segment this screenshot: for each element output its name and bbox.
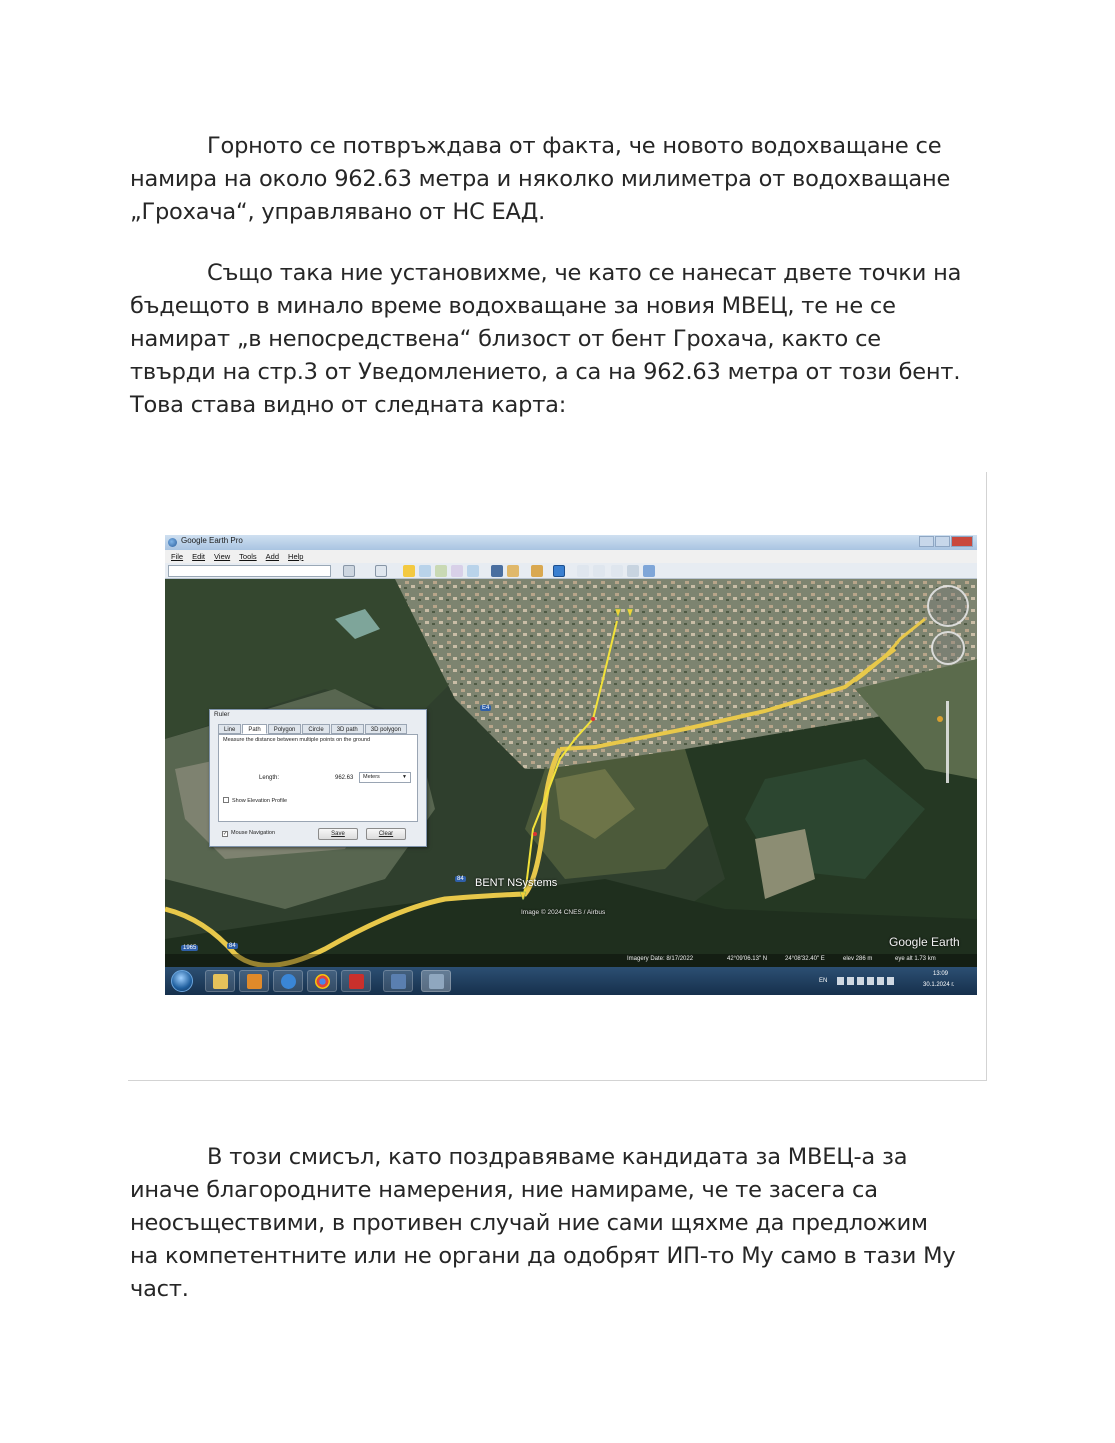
menu-view: View xyxy=(214,552,231,561)
road-badge: 84 xyxy=(457,876,464,882)
email-icon xyxy=(577,565,589,577)
path-tool-icon xyxy=(435,565,447,577)
menu-edit: Edit xyxy=(192,552,206,561)
taskbar-item xyxy=(205,970,235,992)
paragraph-2 xyxy=(130,257,990,422)
taskbar-item xyxy=(239,970,269,992)
road-badge: 1965 xyxy=(183,945,197,951)
placemark-label: BENT NSystems xyxy=(475,877,558,889)
taskbar-item xyxy=(307,970,337,992)
taskbar xyxy=(165,967,977,995)
clock-time: 13:09 xyxy=(933,971,949,977)
maps-view-icon xyxy=(627,565,639,577)
taskbar-item xyxy=(383,970,413,992)
length-value: 962.63 xyxy=(335,775,354,781)
zoom-slider xyxy=(946,701,949,783)
polygon-tool-icon xyxy=(419,565,431,577)
taskbar-item xyxy=(421,970,451,992)
imagery-date: Imagery Date: 8/17/2022 xyxy=(627,956,694,962)
mouse-navigation-checkbox xyxy=(222,830,275,837)
checkbox-icon xyxy=(223,797,229,803)
taskbar-item xyxy=(273,970,303,992)
image-credit: Image © 2024 CNES / Airbus xyxy=(521,909,606,916)
clock-date: 30.1.2024 г. xyxy=(923,982,955,988)
chrome-icon xyxy=(315,974,330,989)
ruler-description: Measure the distance between multiple points on the ground xyxy=(223,737,371,743)
taskbar-item xyxy=(341,970,371,992)
map-screenshot xyxy=(165,535,977,995)
paragraph-line: бъдещото в минало време водохващане за новия МВЕЦ, те не се xyxy=(130,293,896,319)
menu-tools: Tools xyxy=(239,552,257,561)
tab-circle: Circle xyxy=(302,724,329,734)
paragraph-line: Горното се потвръждава от факта, че новото водохващане се xyxy=(207,133,942,159)
paragraph-line: намира на около 962.63 метра и няколко милиметра от водохващане xyxy=(130,166,951,192)
pdf-reader-icon xyxy=(349,974,364,989)
google-earth-icon xyxy=(168,538,177,547)
search-input xyxy=(168,565,331,577)
ruler-icon xyxy=(553,565,565,577)
ruler-tabs xyxy=(218,724,407,734)
paragraph-1 xyxy=(130,130,990,229)
elevation: elev 286 m xyxy=(843,956,873,962)
unit-value: Meters xyxy=(363,774,380,780)
checkmark-icon: ✓ xyxy=(223,831,228,837)
google-earth-taskbar-icon xyxy=(429,974,444,989)
ruler-dialog xyxy=(209,709,427,847)
longitude: 24°08'32.40" E xyxy=(785,956,825,962)
window-title: Google Earth Pro xyxy=(181,536,243,545)
elevation-profile-label: Show Elevation Profile xyxy=(232,798,288,804)
paragraph-line: иначе благородните намерения, ние намираме, че те засега са xyxy=(130,1177,878,1203)
print-icon xyxy=(593,565,605,577)
paragraph-line: Това става видно от следната карта: xyxy=(130,392,567,418)
chevron-down-icon: ▼ xyxy=(402,774,407,780)
paragraph-line: на компетентните или не органи да одобрят ИП-то Му само в тази Му xyxy=(130,1243,956,1269)
satellite-map xyxy=(165,579,977,967)
mouse-navigation-label: Mouse Navigation xyxy=(231,830,276,836)
paragraph-line: Също така ние установихме, че като се нанесат двете точки на xyxy=(207,260,962,286)
length-label: Length: xyxy=(259,775,280,781)
toolbar xyxy=(165,563,977,579)
clear-button: Clear xyxy=(366,828,406,840)
sunlight-icon xyxy=(507,565,519,577)
planets-icon xyxy=(531,565,543,577)
overlay-tool-icon xyxy=(451,565,463,577)
placemark-tool-icon xyxy=(403,565,415,577)
paragraph-line: намират „в непосредствена“ близост от бент Грохача, както се xyxy=(130,326,881,352)
search-icon xyxy=(343,565,355,577)
status-bar xyxy=(165,954,977,967)
latitude: 42°09'06.13" N xyxy=(727,956,768,962)
paragraph-line: „Грохача“, управлявано от НС ЕАД. xyxy=(130,199,546,225)
tab-path: Path xyxy=(242,724,266,734)
look-control-icon xyxy=(927,585,969,627)
save-image-icon xyxy=(611,565,623,577)
start-icon xyxy=(171,970,193,992)
move-control-icon xyxy=(931,631,965,665)
folder-icon xyxy=(213,974,228,989)
document-icon xyxy=(391,974,406,989)
paragraph-line: неосъществими, в противен случай ние сами щяхме да предложим xyxy=(130,1210,928,1236)
menu-add: Add xyxy=(265,552,280,561)
tray-icons xyxy=(837,977,897,985)
minimize-icon xyxy=(919,536,934,547)
road-badge: 84 xyxy=(229,943,236,949)
tour-tool-icon xyxy=(467,565,479,577)
internet-explorer-icon xyxy=(281,974,296,989)
tab-3d-polygon: 3D polygon xyxy=(365,724,407,734)
window-controls xyxy=(919,536,973,547)
tab-polygon: Polygon xyxy=(268,724,302,734)
road-badge: E4 xyxy=(482,705,490,711)
tab-3d-path: 3D path xyxy=(331,724,364,734)
menu-file: File xyxy=(171,552,184,561)
unit-select xyxy=(359,772,411,783)
window-titlebar xyxy=(165,535,977,550)
save-button: Save xyxy=(318,828,358,840)
elevation-profile-checkbox xyxy=(223,797,287,804)
menu-bar xyxy=(165,550,977,563)
web-icon xyxy=(643,565,655,577)
tab-line: Line xyxy=(218,724,241,734)
eye-altitude: eye alt 1.73 km xyxy=(895,956,936,962)
google-earth-logo: Google Earth xyxy=(889,935,960,949)
paragraph-line: В този смисъл, като поздравяваме кандидата за МВЕЦ-а за xyxy=(207,1144,908,1170)
media-player-icon xyxy=(247,974,262,989)
paragraph-line: твърди на стр.3 от Уведомлението, а са на 962.63 метра от този бент. xyxy=(130,359,961,385)
ruler-title: Ruler xyxy=(214,711,230,718)
sidebar-toggle-icon xyxy=(375,565,387,577)
menu-help: Help xyxy=(288,552,304,561)
paragraph-line: част. xyxy=(130,1276,189,1302)
ruler-panel xyxy=(218,734,418,822)
historical-imagery-icon xyxy=(491,565,503,577)
paragraph-3 xyxy=(130,1141,990,1306)
close-icon xyxy=(951,536,973,547)
maximize-icon xyxy=(935,536,950,547)
language-indicator: EN xyxy=(819,978,828,984)
